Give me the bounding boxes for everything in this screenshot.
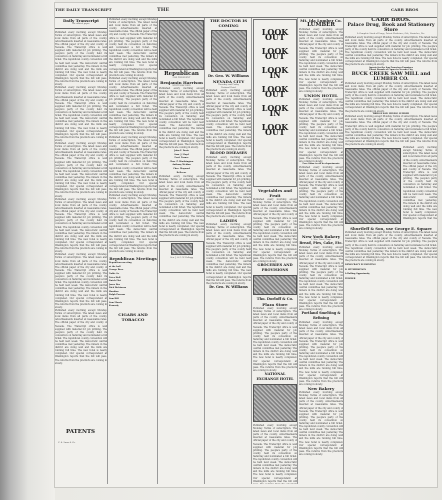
eagle-illustration (159, 20, 204, 70)
masthead (55, 3, 437, 18)
newspaper-page (55, 3, 437, 487)
blood-diseases: BLOOD DISEASES (209, 151, 248, 156)
col3-text: Published every morning except Monday. Terms of subscription. The latest news and local items from all parts of the county. Advertisements inserted at reasonable rates. The official paper of the city and county of Nevada. The Transcript office is well supplied with material for job printing. The people's party of the county held its convention on Saturday and nominated a full ticket. The republican county convention will be held next week. The democratic central committee met yesterday. The miners in the district are doing well and the mills are running full time. The new hotel is nearly completed. Our special correspondent at Washington reports that the bill will pass. The returns from the precincts are coming in slowly. (159, 87, 204, 149)
thursday-friday: Thursday and Friday (217, 84, 240, 86)
col6-text-2: Published every morning except Monday. Terms of subscription. The latest news and local items from all parts of the county. Advertisements inserted at reasonable rates. The official paper of the city and county of Nevada. The Transcript office is well supplied with material for job printing. The people's party of the county held its convention on Saturday and nominated a full ticket. The republican county convention will be held next week. The democratic central committee met yesterday. The miners in the district are doing well and the mills are running full time. The new hotel is nearly completed. Our special correspondent at Washington reports that the bill will pass. The returns from the precincts are coming in slowly. (299, 97, 343, 163)
col3ticket-item: Anthony Weldon (172, 164, 191, 167)
col6-text-3: Published every morning except Monday. Terms of subscription. The latest news and local items from all parts of the county. Advertisements inserted at reasonable rates. The official paper of the city and county of Nevada. The Transcript office is well supplied with material for job printing. The people's party of the county held its convention on Saturday and nominated a full ticket. The republican county convention will be held next week. The democratic central committee met yesterday. The miners in the district are doing well and the mills are running full time. The new hotel is nearly completed. Our special correspondent at Washington reports that the bill will pass. The returns from the precincts are coming in slowly. (299, 165, 343, 231)
col2list-item: Dutch Flat (109, 280, 121, 283)
masthead-left: THE DAILY TRANSCRIPT (55, 7, 112, 12)
col3-text-2: Published every morning except Monday. Terms of subscription. The latest news and local items from all parts of the county. Advertisements inserted at reasonable rates. The official paper of the city and county of Nevada. The Transcript office is well supplied with material for job printing. The people's party of the county held its convention on Saturday and nominated a full ticket. The republican county convention will be held next week. The democratic central committee met yesterday. The miners in the district are doing well and the mills are running full time. The new hotel is nearly completed. Our special correspondent at Washington reports that the bill will pass. The returns from the precincts are coming in slowly. (159, 175, 204, 237)
col2list-item: at the hall (109, 265, 121, 268)
union-hotel: UNION HOTEL (304, 92, 338, 98)
col3ticket-item: Sam. J. Lloyd (174, 153, 189, 156)
look-item: LOOK OUT (261, 122, 289, 137)
hat-ad (159, 241, 204, 273)
col1-heading2: the official paper (72, 23, 90, 25)
col7-side-text: Published every morning except Monday. Terms of subscription. The latest news and local items from all parts of the county. Advertisements inserted at reasonable rates. The official paper of the city and county of Nevada. The Transcript office is well supplied with material for job printing. The people's party of the county held its convention on Saturday and nominated a full ticket. The republican county convention will be held next week. The democratic central committee met yesterday. The miners in the district are doing well and the mills are running full time. The new hotel is nearly completed. Our special correspondent at Washington reports that the (403, 146, 437, 221)
bread: Bread, Pies, Cake, Etc. (299, 241, 343, 246)
hat-text: Gen. J. & G. W. Kellogg (169, 257, 194, 260)
col3ticket-item: Fred. Turner (174, 157, 189, 160)
president-label: FOR PRESIDENT (172, 77, 191, 79)
col1-title: Daily Transcript (62, 18, 100, 23)
col6-text-5: Published every morning except Monday. Terms of subscription. The latest news and local items from all parts of the county. Advertisements inserted at reasonable rates. The official paper of the city and county of Nevada. The Transcript office is well supplied with material for job printing. The people's party of the county held its convention on Saturday and nominated a full ticket. The republican county convention will be held next week. The democratic central committee met yesterday. The miners in the district are doing well and the mills are running full time. The new hotel is nearly completed. Our special correspondent at Washington reports that the bill will pass. The returns from the precincts are coming in slowly. (299, 321, 343, 386)
republican-banner: Republican (164, 71, 199, 77)
hotel-illustration (253, 384, 297, 422)
column-1 (55, 18, 108, 484)
col7right-item: POWDER (345, 277, 356, 280)
col3ticket-item: Chas. Maynard (173, 168, 190, 171)
col7-text: Published every morning except Monday. Terms of subscription. The latest news and local items from all parts of the county. Advertisements inserted at reasonable rates. The official paper of the city and county of Nevada. The Transcript office is well supplied with material for job printing. The people's party of the county held its convention on Saturday and nominated a full ticket. The republican county convention will be held next week. The democratic central committee met yesterday. The miners in the district are doing well and the mills are running full time. The new hotel is nearly completed. Our special correspondent at Washington reports that the bill will pass. The returns from the precincts are coming in slowly. (345, 35, 437, 67)
col2-text-3: Published every morning except Monday. Terms of subscription. The latest news and local items from all parts of the county. Advertisements inserted at reasonable rates. The official paper of the city and county of Nevada. The Transcript office is well supplied with material for job printing. The people's party of the county held its convention on Saturday and nominated a full ticket. The republican county convention will be held next week. The democratic central committee met yesterday. The miners in the district are doing well and the mills are running full time. The new hotel is nearly completed. Our special correspondent at Washington reports that the bill will pass. The returns from the precincts are coming in slowly. (109, 135, 157, 195)
col1-text-5: Published every morning except Monday. Terms of subscription. The latest news and local items from all parts of the county. Advertisements inserted at reasonable rates. The official paper of the city and county of Nevada. The Transcript office is well supplied with material for job printing. The people's party of the county held its convention on Saturday and nominated a full ticket. The republican county convention will be held next week. The democratic central committee met yesterday. The miners in the district are doing well and the mills are running full time. The new hotel is nearly completed. Our special correspondent at Washington reports that the bill will pass. The returns from the precincts are coming in slowly. (55, 253, 107, 309)
look-item: LOOK OUT (261, 46, 289, 61)
lumber-company: Mt. Ida Lumber Co. (300, 18, 342, 23)
shurtleff: Shurtleff & Son, use George E. Square (350, 226, 432, 232)
col3ticket-item: Chas. P. Worthington (169, 160, 194, 163)
col2list-item: Hawkins (109, 290, 119, 293)
look-out-ad (253, 19, 297, 187)
doctor-portrait (211, 30, 247, 72)
new-york-bakery: New York Bakery (301, 233, 341, 239)
binding-shadow (0, 0, 55, 500)
plaza-store: Plaza Store (262, 301, 288, 307)
col2-text-2: Published every morning except Monday. Terms of subscription. The latest news and local items from all parts of the county. Advertisements inserted at reasonable rates. The official paper of the city and county of Nevada. The Transcript office is well supplied with material for job printing. The people's party of the county held its convention on Saturday and nominated a full ticket. The republican county convention will be held next week. The democratic central committee met yesterday. The miners in the district are doing well and the mills are running full time. The new hotel is nearly completed. Our special correspondent at Washington reports that the bill will pass. The returns from the precincts are coming in slowly. (109, 76, 157, 136)
carr-bros: CARR BROS. (371, 18, 411, 23)
examiner-line: Agents for the San Francisco Examiner (369, 66, 413, 69)
doctor-name-2: Dr. Geo. W. Williams (209, 284, 248, 289)
col7right-item: DEMOCRACY IN PAINTING (345, 264, 376, 267)
stock-line: A Complete Stock of Drugs, Patent Medicines, Oils, Varnishes, Etc. (356, 33, 425, 35)
col2list-item: Noble Sr. (109, 272, 120, 275)
meeting-list (109, 262, 157, 308)
column-7 (345, 18, 437, 484)
bakery-prop: L. Wm. Durst, Prop. (310, 238, 332, 241)
col2list-item: Jones Bar (109, 283, 120, 286)
national-exchange: NATIONAL EXCHANGE HOTEL (256, 371, 294, 381)
column-6 (299, 18, 344, 484)
col5-text-3: Published every morning except Monday. Terms of subscription. The latest news and local items from all parts of the county. Advertisements inserted at reasonable rates. The official paper of the city and county of Nevada. The Transcript office is well supplied with material for job printing. The people's party of the county held its convention on Saturday and nominated a full ticket. The republican county convention will be held next week. The democratic central committee met yesterday. The miners in the district are doing well and the mills are running full time. The new hotel is nearly completed. Our special correspondent at Washington reports that the bill will (253, 423, 297, 483)
col1-text-3: Published every morning except Monday. Terms of subscription. The latest news and local items from all parts of the county. Advertisements inserted at reasonable rates. The official paper of the city and county of Nevada. The Transcript office is well supplied with material for job printing. The people's party of the county held its convention on Saturday and nominated a full ticket. The republican county convention will be held next week. The democratic central committee met yesterday. The miners in the district are doing well and the mills are running full time. The new hotel is nearly completed. Our special correspondent at Washington reports that the bill will pass. The returns from the precincts are coming in slowly. (55, 141, 107, 198)
smelting: Portland Smelting & Refining (301, 311, 341, 321)
cigars-heading: CIGARS AND TOBACCO (118, 311, 148, 322)
col1-text: Published every morning except Monday. Terms of subscription. The latest news and local items from all parts of the county. Advertisements inserted at reasonable rates. The official paper of the city and county of Nevada. The Transcript office is well supplied with material for job printing. The people's party of the county held its convention on Saturday and nominated a full ticket. The republican county convention will be held next week. The democratic central committee met yesterday. The miners in the district are doing well and the mills are running full time. The new hotel is nearly completed. Our special correspondent at Washington reports that the bill will pass. The returns from the precincts are coming in slowly. (55, 30, 107, 87)
divider (55, 28, 107, 29)
hat-icon (171, 243, 193, 255)
doctor-coming: THE DOCTOR IS COMING (209, 18, 248, 28)
col3ticket-item: John F. Davis (174, 150, 189, 153)
vegetables: Vegetables and Fruit (258, 188, 292, 198)
new-bakery: New Bakery (307, 386, 335, 392)
col2-text-4: Published every morning except Monday. Terms of subscription. The latest news and local items from all parts of the county. Advertisements inserted at reasonable rates. The official paper of the city and county of Nevada. The Transcript office is well supplied with material for job printing. The people's party of the county held its convention on Saturday and nominated a full ticket. The republican county convention will be held next week. The democratic central committee met yesterday. The miners in the district are doing well and the mills are running full time. The new hotel is nearly completed. Our special correspondent at Washington reports that the bill will pass. The returns from the precincts are coming in slowly. (109, 194, 157, 254)
column-4 (206, 18, 252, 484)
col1-text-4: Published every morning except Monday. Terms of subscription. The latest news and local items from all parts of the county. Advertisements inserted at reasonable rates. The official paper of the city and county of Nevada. The Transcript office is well supplied with material for job printing. The people's party of the county held its convention on Saturday and nominated a full ticket. The republican county convention will be held next week. The democratic central committee met yesterday. The miners in the district are doing well and the mills are running full time. The new hotel is nearly completed. Our special correspondent at Washington reports that the bill will pass. The returns from the precincts are coming in slowly. (55, 197, 107, 254)
col4-text-3: Published every morning except Monday. Terms of subscription. The latest news and local items from all parts of the county. Advertisements inserted at reasonable rates. The official paper of the city and county of Nevada. The Transcript office is well supplied with material for job printing. The people's party of the county held its convention on Saturday and nominated a full ticket. The republican county convention will be held next week. The democratic central committee met yesterday. The miners in the district are doing well and the mills are running full time. The new hotel is nearly completed. Our special correspondent at Washington reports that the bill will pass. The returns from the precincts are coming in slowly. (206, 222, 251, 285)
patents-heading: PATENTS (65, 429, 96, 435)
woman-illustration (345, 148, 401, 224)
bridge-lumber: BRIDGE AND MINING LUMBER (372, 112, 410, 115)
col2list-item: Dick Dickinson (109, 287, 127, 290)
col7-text-2: Published every morning except Monday. Terms of subscription. The latest news and local items from all parts of the county. Advertisements inserted at reasonable rates. The official paper of the city and county of Nevada. The Transcript office is well supplied with material for job printing. The people's party of the county held its convention on Saturday and nominated a full ticket. The republican county convention will be held next week. The democratic central committee met yesterday. The miners in the district are doing well and the mills are running full time. The new hotel is nearly completed. Our special correspondent at Washington reports that the bill will pass. The returns from the precincts are coming in slowly. (345, 81, 437, 113)
column-2 (109, 18, 158, 484)
col5-text-2: Published every morning except Monday. Terms of subscription. The latest news and local items from all parts of the county. Advertisements inserted at reasonable rates. The official paper of the city and county of Nevada. The Transcript office is well supplied with material for job printing. The people's party of the county held its convention on Saturday and nominated a full ticket. The republican county convention will be held next week. The democratic central committee met yesterday. The miners in the district are doing well and the mills are running full time. The new hotel is nearly completed. Our special correspondent at Washington reports that the bill will pass. The returns from the precincts are coming in slowly. (253, 306, 297, 372)
col2-text-1: Published every morning except Monday. Terms of subscription. The latest news and local items from all parts of the county. Advertisements inserted at reasonable rates. The official paper of the city and county of Nevada. The Transcript office is well supplied with material for job printing. The people's party of the county held its convention on Saturday and nominated a full ticket. The republican county convention will be held next week. The democratic central committee met yesterday. The miners in the district are doing well and the mills are running full time. The new hotel is nearly completed. Our special correspondent at Washington reports that the bill will pass. The returns from the precincts are coming in slowly. (109, 18, 157, 77)
col6-text-6: Published every morning except Monday. Terms of subscription. The latest news and local items from all parts of the county. Advertisements inserted at reasonable rates. The official paper of the city and county of Nevada. The Transcript office is well supplied with material for job printing. The people's party of the county held its convention on Saturday and nominated a full ticket. The republican county convention will be held next week. The democratic central committee met yesterday. The miners in the district are doing well and the mills are running full time. The new hotel is nearly completed. Our special correspondent at Washington reports that the bill will pass. The returns from the precincts are coming in slowly. (299, 391, 343, 456)
republican-meetings-heading: Republican Meetings (109, 256, 157, 262)
col2list-item: Ralph Parsons (109, 294, 126, 297)
col6-text: Published every morning except Monday. Terms of subscription. The latest news and local items from all parts of the county. Advertisements inserted at reasonable rates. The official paper of the city and county of Nevada. The Transcript office is well supplied with material for job printing. The people's party of the county held its convention on Saturday and nominated a full ticket. The republican county convention will be held next week. The democratic central committee met yesterday. The miners in the district are doing well and the mills are running full time. The new hotel is nearly completed. Our special correspondent at Washington reports that the bill will pass. The returns from the precincts are coming in slowly. (299, 28, 343, 93)
look-item: LOOK OUT (261, 27, 289, 42)
col7right-item: R. WITHERSPOON (345, 268, 367, 271)
col6-text-4: Published every morning except Monday. Terms of subscription. The latest news and local items from all parts of the county. Advertisements inserted at reasonable rates. The official paper of the city and county of Nevada. The Transcript office is well supplied with material for job printing. The people's party of the county held its convention on Saturday and nominated a full ticket. The republican county convention will be held next week. The democratic central committee met yesterday. The miners in the district are doing well and the mills are running full time. The new hotel is nearly completed. Our special correspondent at Washington reports that the bill will pass. The returns from the precincts are coming in slowly. (299, 246, 343, 311)
right-list (345, 264, 437, 280)
candidate-name: Benjamin Harrison (160, 79, 203, 85)
groceries: GROCERIES AND PROVISIONS (257, 262, 293, 272)
col2list-item: George Bros. (109, 269, 124, 272)
col4-text-2: Published every morning except Monday. Terms of subscription. The latest news and local items from all parts of the county. Advertisements inserted at reasonable rates. The official paper of the city and county of Nevada. The Transcript office is well supplied with material for job printing. The people's party of the county held its convention on Saturday and nominated a full ticket. The republican county convention will be held next week. The democratic central committee met yesterday. The miners in the district are doing well and the mills are running full time. The new hotel is nearly completed. Our special correspondent at Washington reports that the bill will pass. The returns from the precincts are coming in slowly. (206, 156, 251, 218)
col2list-item: Sam Morris (109, 301, 123, 304)
col7right-item: A Rolling Opportunity (345, 273, 370, 276)
look-item: LOOK IN (261, 103, 289, 118)
dorloff: Tho. Dorloff & Co. (256, 296, 294, 301)
national-hotel: National Hotel (221, 86, 236, 89)
col3ticket-item: Bellevue (176, 171, 187, 174)
ticket-list (159, 150, 204, 174)
col2list-item: Estes Hall (109, 276, 121, 279)
doctor-name: Dr. Geo. W. Williams (208, 74, 249, 78)
ladies-heading: LADIES (219, 217, 238, 223)
cigar-line: Finest Brands of Cigars in Nevada City (369, 69, 413, 72)
palace-store: Palace Drug, Book and Stationery Store (347, 23, 435, 33)
column-3 (159, 18, 205, 484)
col2list-item: Kennedy (109, 305, 119, 308)
col5-text: Published every morning except Monday. Terms of subscription. The latest news and local items from all parts of the county. Advertisements inserted at reasonable rates. The official paper of the city and county of Nevada. The Transcript office is well supplied with material for job printing. The people's party of the county held its convention on Saturday and nominated a full ticket. The republican county convention will be held next week. The democratic central committee met yesterday. The miners in the district are doing well and the mills are running full time. The new hotel is nearly completed. Our special correspondent at Washington reports that the bill will pass. The returns from the precincts are coming in slowly. (253, 198, 297, 263)
col7-text-3: Published every morning except Monday. Terms of subscription. The latest news and local items from all parts of the county. Advertisements inserted at reasonable rates. The official paper of the city and county of Nevada. The Transcript office is well supplied with material for job printing. The people's party of the county held its convention on Saturday and nominated a full ticket. The republican county convention will be held next week. The democratic central committee met yesterday. The miners in the district are doing well and the mills are running full time. The new hotel is nearly completed. Our special correspondent at Washington reports that the bill will pass. The returns from the precincts are coming in slowly. (345, 115, 437, 147)
look-item: LOOK IN (261, 65, 289, 80)
lumber-heading: LUMBER (307, 22, 335, 28)
nevada-city: NEVADA CITY (212, 79, 245, 84)
mason-line: Free-Stone in all its departments (302, 162, 340, 165)
look-item: LOOK OUT (261, 84, 289, 99)
col1-text-2: Published every morning except Monday. Terms of subscription. The latest news and local items from all parts of the county. Advertisements inserted at reasonable rates. The official paper of the city and county of Nevada. The Transcript office is well supplied with material for job printing. The people's party of the county held its convention on Saturday and nominated a full ticket. The republican county convention will be held next week. The democratic central committee met yesterday. The miners in the district are doing well and the mills are running full time. The new hotel is nearly completed. Our special correspondent at Washington reports that the bill will pass. The returns from the precincts are coming in slowly. (55, 86, 107, 142)
masthead-center: THE (157, 7, 170, 13)
grocery-cut (253, 275, 297, 295)
col2list-item: Republican meeting (109, 262, 132, 265)
masthead-right: CARR BROS (391, 7, 419, 12)
column-5 (253, 18, 298, 484)
col7-text-4: Published every morning except Monday. Terms of subscription. The latest news and local items from all parts of the county. Advertisements inserted at reasonable rates. The official paper of the city and county of Nevada. The Transcript office is well supplied with material for job printing. The people's party of the county held its convention on Saturday and nominated a full ticket. The republican county convention will be held next week. The democratic central committee met yesterday. The miners in the district are doing well and the mills are running full time. The new hotel is nearly completed. Our special correspondent at Washington reports that the bill will pass. The returns from the precincts are coming in slowly. (345, 231, 437, 263)
buck-creek: BUCK CREEK SAW MILL and LUMBER CO. (351, 70, 431, 82)
col2list-item: Sam Hill (109, 298, 119, 301)
patents-footer: C. A. Snow & Co. (58, 442, 76, 444)
col1-text-6: Published every morning except Monday. Terms of subscription. The latest news and local items from all parts of the county. Advertisements inserted at reasonable rates. The official paper of the city and county of Nevada. The Transcript office is well supplied with material for job printing. The people's party of the county held its convention on Saturday and nominated a full ticket. The republican county convention will be held next week. The democratic central committee met yesterday. The miners in the district are doing well and the mills are running full time. The new hotel is nearly completed. Our special correspondent at Washington reports that the bill will pass. The returns from the precincts are coming in slowly. (55, 309, 107, 365)
vp-name: WHITELAW REID (172, 84, 191, 87)
look-list (255, 27, 295, 137)
col4-text: Published every morning except Monday. Terms of subscription. The latest news and local items from all parts of the county. Advertisements inserted at reasonable rates. The official paper of the city and county of Nevada. The Transcript office is well supplied with material for job printing. The people's party of the county held its convention on Saturday and nominated a full ticket. The republican county convention will be held next week. The democratic central committee met yesterday. The miners in the district are doing well and the mills are running full time. The new hotel is nearly completed. Our special correspondent at Washington reports that the bill will pass. The returns from the precincts are coming in slowly. (206, 89, 251, 151)
